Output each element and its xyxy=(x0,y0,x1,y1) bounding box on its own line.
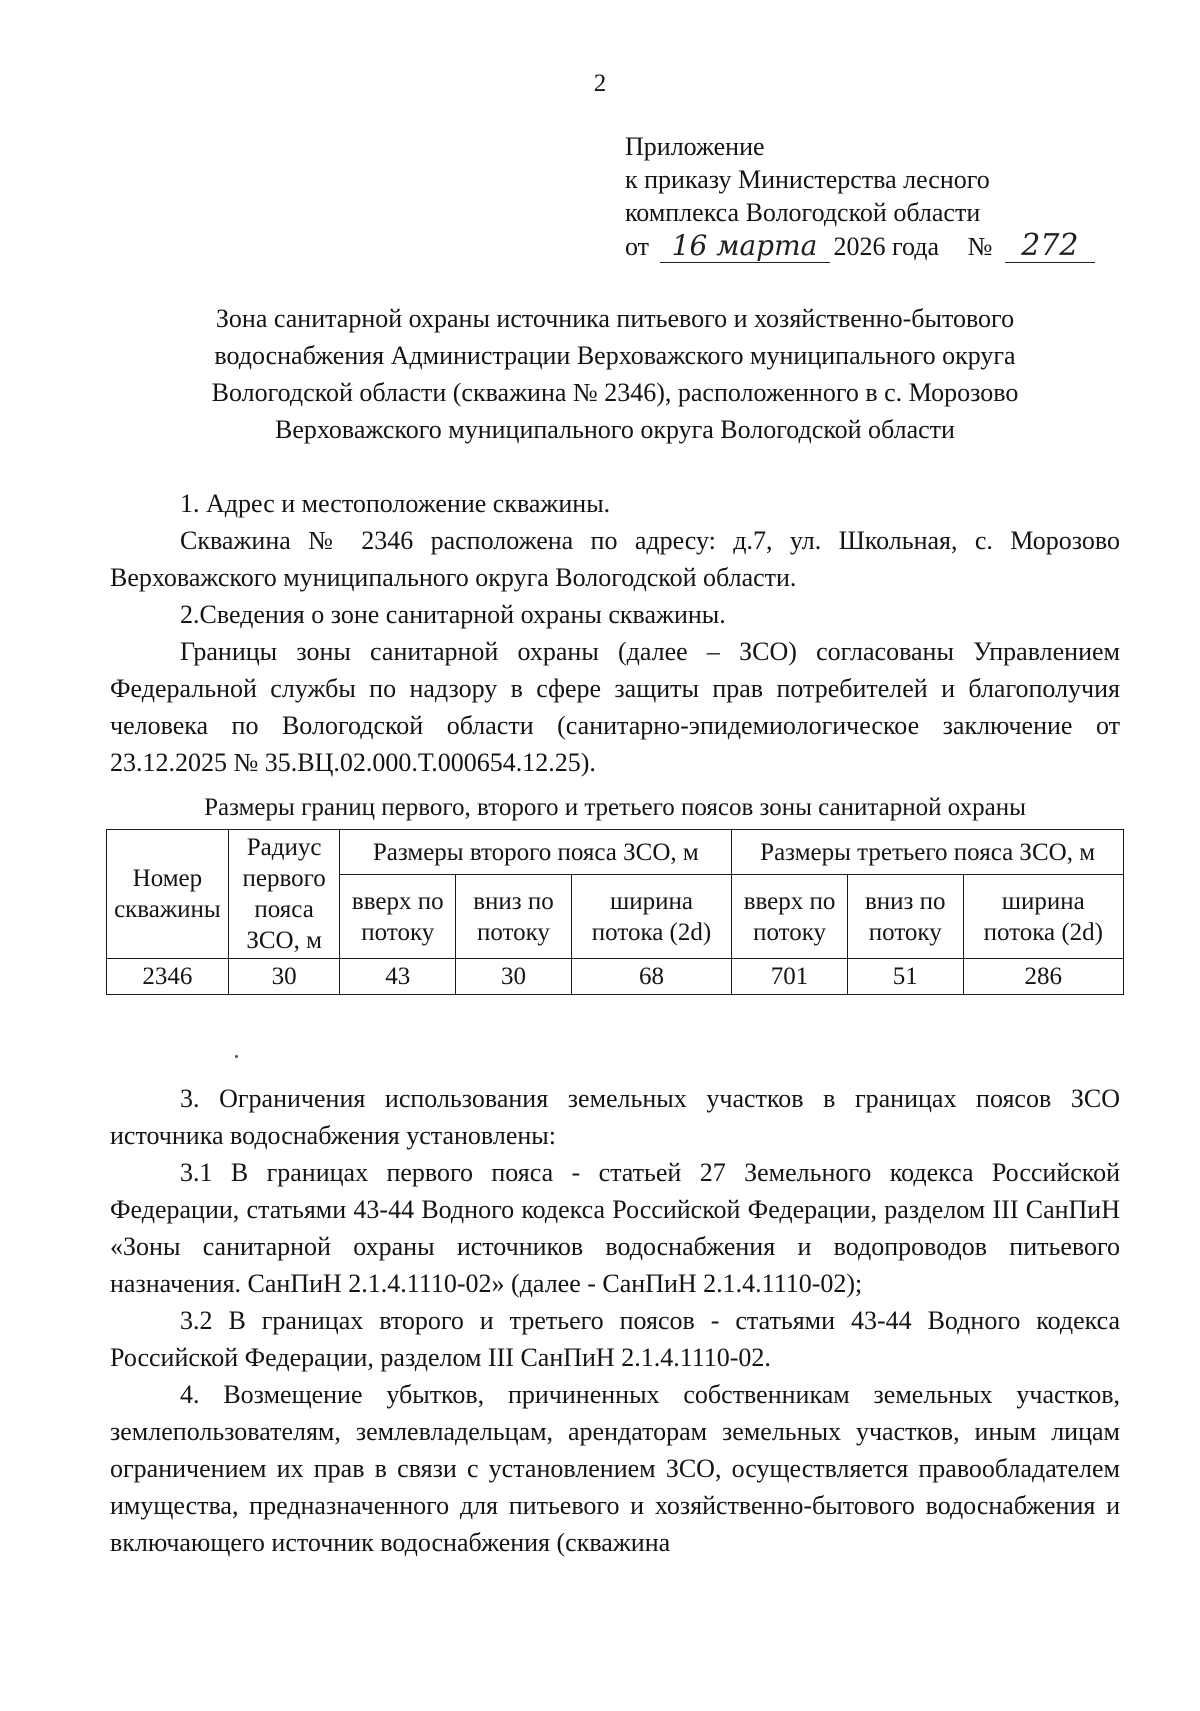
cell-third-width: 286 xyxy=(963,959,1123,995)
handwritten-number: 272 xyxy=(1005,229,1095,263)
header-third-width: ширина потока (2d) xyxy=(963,875,1123,959)
header-second-width: ширина потока (2d) xyxy=(571,875,731,959)
cell-second-down: 30 xyxy=(456,959,572,995)
header-third-belt: Размеры третьего пояса ЗСО, м xyxy=(732,830,1124,875)
header-first-belt-radius: Радиус первого пояса ЗСО, м xyxy=(228,830,340,959)
section-1-text: Скважина № 2346 расположена по адресу: д.7, ул. Школьная, с. Морозово Верховажского муниципального округа Вологодской области. xyxy=(110,526,1120,592)
cell-radius: 30 xyxy=(228,959,340,995)
cell-second-width: 68 xyxy=(571,959,731,995)
zso-table xyxy=(106,829,1124,995)
section-1-heading: 1. Адрес и местоположение скважины. xyxy=(180,489,611,518)
year-text: 2026 года xyxy=(833,232,940,261)
document-body xyxy=(110,485,1120,995)
from-label: от xyxy=(625,232,650,261)
document-title xyxy=(110,300,1120,448)
header-third-down: вниз по потоку xyxy=(847,875,963,959)
scan-speck xyxy=(235,1055,238,1058)
appendix-date-line xyxy=(625,229,1095,263)
header-second-belt: Размеры второго пояса ЗСО, м xyxy=(340,830,732,875)
cell-well: 2346 xyxy=(107,959,229,995)
appendix-line-2: к приказу Министерства лесного xyxy=(625,165,990,194)
header-well-number: Номер скважины xyxy=(107,830,229,959)
number-label: № xyxy=(967,232,993,261)
header-second-up: вверх по потоку xyxy=(340,875,456,959)
header-second-down: вниз по потоку xyxy=(456,875,572,959)
document-body-continued xyxy=(110,1080,1120,1561)
cell-third-down: 51 xyxy=(847,959,963,995)
section-4-text: 4. Возмещение убытков, причиненных собственникам земельных участков, землепользователям, землевладельцам, арендаторам земельных участков, иным лицам ограничением их прав в связи с установлением ЗСО, осуществляется правообладателем имущества, предназначенного для питьевого и хозяйственно-бытового водоснабжения и включающего источник водоснабжения (скважина xyxy=(110,1380,1120,1557)
section-3-1-text: 3.1 В границах первого пояса - статьей 27 Земельного кодекса Российской Федерации, статьями 43-44 Водного кодекса Российской Федерации, разделом III СанПиН «Зоны санитарной охраны источников водоснабжения и водопроводов питьевого назначения. СанПиН 2.1.4.1110-02» (далее - СанПиН 2.1.4.1110-02); xyxy=(110,1158,1120,1298)
appendix-line-1: Приложение xyxy=(625,132,765,161)
page-number: 2 xyxy=(593,70,607,97)
section-2-heading: 2.Сведения о зоне санитарной охраны скважины. xyxy=(180,600,726,629)
cell-second-up: 43 xyxy=(340,959,456,995)
appendix-line-3: комплекса Вологодской области xyxy=(625,198,981,227)
section-3-text: 3. Ограничения использования земельных участков в границах поясов ЗСО источника водоснабжения установлены: xyxy=(110,1084,1120,1150)
title-line-1: Зона санитарной охраны источника питьевого и хозяйственно-бытового xyxy=(215,304,1015,333)
title-line-4: Верховажского муниципального округа Вологодской области xyxy=(275,415,955,444)
table-caption: Размеры границ первого, второго и третьего поясов зоны санитарной охраны xyxy=(204,794,1026,821)
appendix-block xyxy=(625,130,1095,263)
title-line-3: Вологодской области (скважина № 2346), расположенного в с. Морозово xyxy=(211,378,1019,407)
header-third-up: вверх по потоку xyxy=(732,875,848,959)
section-3-2-text: 3.2 В границах второго и третьего поясов - статьями 43-44 Водного кодекса Российской Федерации, разделом III СанПиН 2.1.4.1110-02. xyxy=(110,1306,1120,1372)
table-row xyxy=(107,959,1124,995)
handwritten-date: 16 марта xyxy=(660,229,830,263)
title-line-2: водоснабжения Администрации Верховажского муниципального округа xyxy=(214,341,1016,370)
section-2-text: Границы зоны санитарной охраны (далее – ЗСО) согласованы Управлением Федеральной службы по надзору в сфере защиты прав потребителей и благополучия человека по Вологодской области (санитарно-эпидемиологическое заключение от 23.12.2025 № 35.ВЦ.02.000.Т.000654.12.25). xyxy=(110,637,1120,777)
cell-third-up: 701 xyxy=(732,959,848,995)
